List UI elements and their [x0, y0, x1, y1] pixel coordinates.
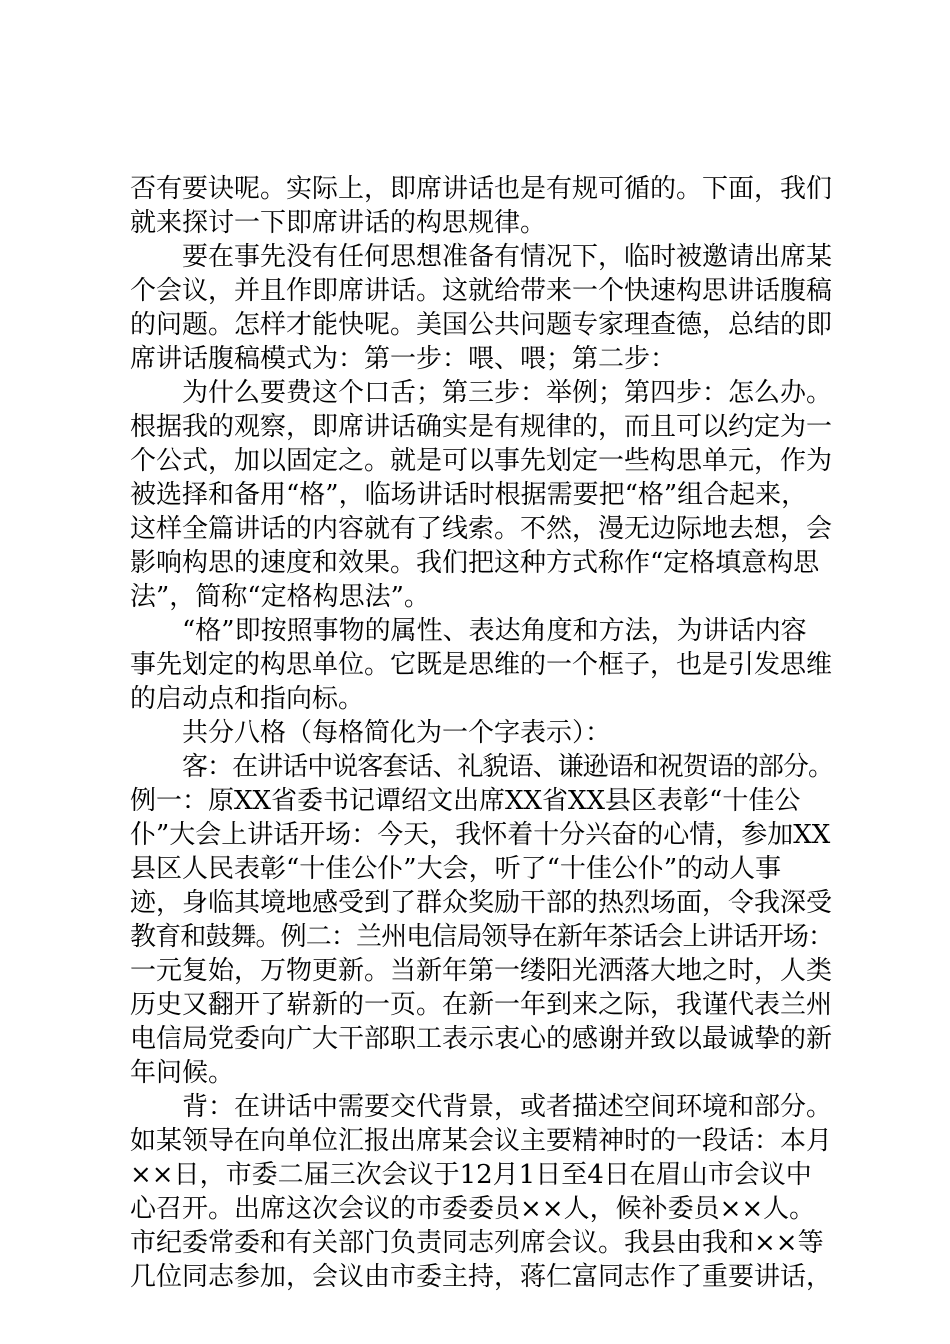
- text-line: 教育和鼓舞。例二：兰州电信局领导在新年茶话会上讲话开场：: [130, 922, 834, 952]
- text-line: ××日，市委二届三次会议于12月1日至4日在眉山市会议中: [130, 1160, 812, 1190]
- text-line: 个会议，并且作即席讲话。这就给带来一个快速构思讲话腹稿: [130, 276, 833, 306]
- text-line: 要在事先没有任何思想准备有情况下，临时被邀请出席某: [182, 242, 833, 272]
- text-line: “格”即按照事物的属性、表达角度和方法，为讲话内容: [182, 616, 807, 646]
- text-line: 影响构思的速度和效果。我们把这种方式称作“定格填意构思: [130, 548, 820, 578]
- text-line: 例一：原XX省委书记谭绍文出席XX省XX县区表彰“十佳公: [130, 786, 801, 816]
- text-line: 一元复始，万物更新。当新年第一缕阳光洒落大地之时，人类: [130, 956, 833, 986]
- text-line: 迹，身临其境地感受到了群众奖励干部的热烈场面，令我深受: [130, 888, 833, 918]
- text-line: 共分八格（每格简化为一个字表示）：: [182, 718, 612, 748]
- text-line: 心召开。出席这次会议的市委委员××人，候补委员××人。: [130, 1194, 816, 1224]
- text-line: 电信局党委向广大干部职工表示衷心的感谢并致以最诚挚的新: [130, 1024, 833, 1054]
- text-line: 县区人民表彰“十佳公仆”大会，听了“十佳公仆”的动人事: [130, 854, 782, 884]
- text-line: 年问候。: [130, 1058, 235, 1088]
- text-line: 如某领导在向单位汇报出席某会议主要精神时的一段话：本月: [130, 1126, 833, 1156]
- text-line: 几位同志参加，会议由市委主持，蒋仁富同志作了重要讲话，: [130, 1262, 833, 1292]
- text-line: 为什么要费这个口舌；第三步：举例；第四步：怎么办。: [182, 378, 833, 408]
- text-line: 否有要诀呢。实际上，即席讲话也是有规可循的。下面，我们: [130, 174, 833, 204]
- text-line: 市纪委常委和有关部门负责同志列席会议。我县由我和××等: [130, 1228, 824, 1258]
- document-body: [130, 172, 834, 1294]
- text-line: 这样全篇讲话的内容就有了线索。不然，漫无边际地去想，会: [130, 514, 833, 544]
- text-line: 历史又翻开了崭新的一页。在新一年到来之际，我谨代表兰州: [130, 990, 833, 1020]
- text-line: 被选择和备用“格”，临场讲话时根据需要把“格”组合起来，: [130, 480, 808, 510]
- text-line: 事先划定的构思单位。它既是思维的一个框子，也是引发思维: [130, 650, 833, 680]
- text-line: 的问题。怎样才能快呢。美国公共问题专家理查德，总结的即: [130, 310, 833, 340]
- text-line: 席讲话腹稿模式为：第一步：喂、喂；第二步：: [130, 344, 677, 374]
- text-line: 仆”大会上讲话开场：今天，我怀着十分兴奋的心情，参加XX: [130, 820, 831, 850]
- text-line: 的启动点和指向标。: [130, 684, 365, 714]
- text-line: 客：在讲话中说客套话、礼貌语、谦逊语和祝贺语的部分。: [182, 752, 834, 782]
- text-line: 根据我的观察，即席讲话确实是有规律的，而且可以约定为一: [130, 412, 833, 442]
- text-line: 法”，简称“定格构思法”。: [130, 582, 430, 612]
- text-line: 就来探讨一下即席讲话的构思规律。: [130, 208, 547, 238]
- text-line: 个公式，加以固定之。就是可以事先划定一些构思单元，作为: [130, 446, 833, 476]
- text-line: 背：在讲话中需要交代背景，或者描述空间环境和部分。: [182, 1092, 833, 1122]
